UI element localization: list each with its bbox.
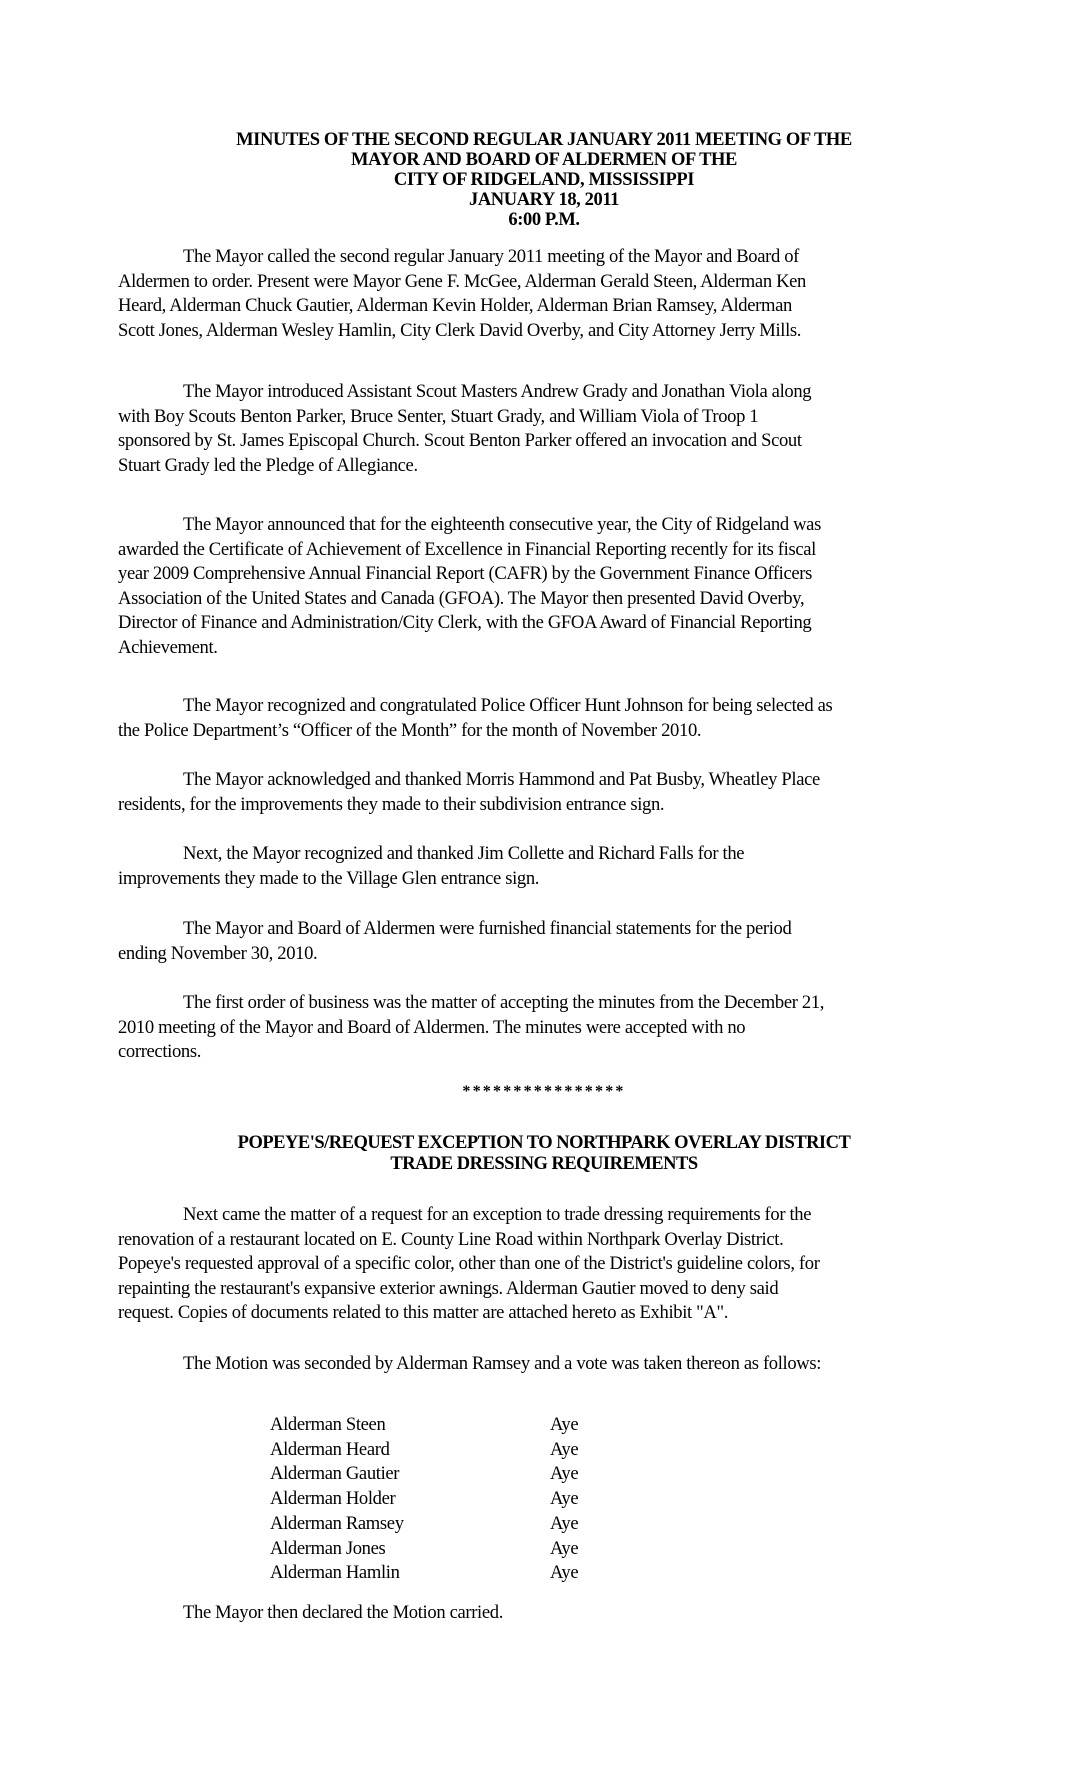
paragraph-popeyes-request: [118, 1203, 998, 1326]
text-line: The Mayor announced that for the eighteenth consecutive year, the City of Ridgeland was: [183, 514, 821, 535]
section-separator: ****************: [462, 1083, 626, 1100]
paragraph-village-glen: [118, 842, 998, 891]
text-line: corrections.: [118, 1041, 202, 1063]
heading-line: TRADE DRESSING REQUIREMENTS: [390, 1154, 698, 1174]
paragraph-scouts: [118, 380, 998, 478]
vote-value: Aye: [550, 1438, 579, 1460]
text-line: Scott Jones, Alderman Wesley Hamlin, City Clerk David Overby, and City Attorney Jerry Mills.: [118, 319, 802, 341]
text-line: The Motion was seconded by Alderman Ramsey and a vote was taken thereon as follows:: [183, 1353, 822, 1374]
paragraph-attendance: [118, 245, 998, 343]
text-line: Achievement.: [118, 636, 218, 658]
paragraph-financial-statements: [118, 917, 998, 966]
paragraph-motion-carried: [118, 1601, 998, 1626]
text-line: The Mayor recognized and congratulated Police Officer Hunt Johnson for being selected as: [183, 695, 833, 716]
table-row: [270, 1512, 578, 1537]
text-line: Stuart Grady led the Pledge of Allegiance.: [118, 454, 418, 476]
text-line: with Boy Scouts Benton Parker, Bruce Senter, Stuart Grady, and William Viola of Troop 1: [118, 405, 759, 427]
paragraph-gfoa-award: [118, 513, 998, 661]
vote-value: Aye: [550, 1562, 579, 1584]
text-line: Aldermen to order. Present were Mayor Gene F. McGee, Alderman Gerald Steen, Alderman Ken: [118, 270, 806, 292]
text-line: residents, for the improvements they made to their subdivision entrance sign.: [118, 793, 665, 815]
table-row: [270, 1487, 578, 1512]
text-line: ending November 30, 2010.: [118, 942, 318, 964]
text-line: year 2009 Comprehensive Annual Financial Report (CAFR) by the Government Finance Officers: [118, 563, 813, 585]
vote-value: Aye: [550, 1414, 579, 1435]
table-row: [270, 1462, 578, 1487]
text-line: Next, the Mayor recognized and thanked Jim Collette and Richard Falls for the: [183, 843, 745, 864]
table-row: [270, 1413, 578, 1438]
text-line: The Mayor introduced Assistant Scout Masters Andrew Grady and Jonathan Viola along: [183, 381, 812, 402]
table-row: [270, 1438, 578, 1463]
title-line: 6:00 P.M.: [508, 210, 580, 230]
text-line: request. Copies of documents related to this matter are attached hereto as Exhibit "A".: [118, 1302, 729, 1324]
table-row: [270, 1561, 578, 1586]
alderman-name: Alderman Holder: [270, 1488, 396, 1510]
text-line: renovation of a restaurant located on E. County Line Road within Northpark Overlay District.: [118, 1228, 784, 1250]
text-line: awarded the Certificate of Achievement of Excellence in Financial Reporting recently for its fiscal: [118, 538, 816, 560]
text-line: Next came the matter of a request for an exception to trade dressing requirements for the: [183, 1204, 812, 1225]
text-line: the Police Department’s “Officer of the Month” for the month of November 2010.: [118, 719, 702, 741]
alderman-name: Alderman Heard: [270, 1438, 390, 1460]
text-line: The Mayor called the second regular January 2011 meeting of the Mayor and Board of: [183, 246, 800, 267]
text-line: The Mayor and Board of Aldermen were furnished financial statements for the period: [183, 918, 792, 939]
text-line: Heard, Alderman Chuck Gautier, Alderman Kevin Holder, Alderman Brian Ramsey, Alderman: [118, 295, 792, 317]
table-row: [270, 1537, 578, 1562]
text-line: 2010 meeting of the Mayor and Board of Aldermen. The minutes were accepted with no: [118, 1016, 746, 1038]
heading-line: POPEYE'S/REQUEST EXCEPTION TO NORTHPARK OVERLAY DISTRICT: [237, 1133, 851, 1153]
paragraph-officer-of-month: [118, 694, 998, 743]
text-line: Director of Finance and Administration/City Clerk, with the GFOA Award of Financial Reporting: [118, 612, 812, 634]
paragraph-motion-seconded: [118, 1352, 998, 1377]
title-line: CITY OF RIDGELAND, MISSISSIPPI: [393, 170, 695, 190]
paragraph-minutes-accepted: [118, 991, 998, 1065]
vote-table: [270, 1413, 578, 1586]
alderman-name: Alderman Hamlin: [270, 1562, 400, 1584]
title-line: MINUTES OF THE SECOND REGULAR JANUARY 2011 MEETING OF THE: [236, 130, 852, 150]
text-line: The first order of business was the matter of accepting the minutes from the December 21,: [183, 992, 825, 1013]
text-line: Association of the United States and Canada (GFOA). The Mayor then presented David Overby,: [118, 587, 805, 609]
text-line: sponsored by St. James Episcopal Church. Scout Benton Parker offered an invocation and Scout: [118, 430, 802, 452]
paragraph-wheatley-place: [118, 768, 998, 817]
alderman-name: Alderman Gautier: [270, 1463, 400, 1485]
vote-value: Aye: [550, 1512, 579, 1534]
vote-value: Aye: [550, 1488, 579, 1510]
text-line: repainting the restaurant's expansive exterior awnings. Alderman Gautier moved to deny said: [118, 1277, 779, 1299]
text-line: The Mayor acknowledged and thanked Morris Hammond and Pat Busby, Wheatley Place: [183, 769, 820, 790]
title-line: MAYOR AND BOARD OF ALDERMEN OF THE: [351, 150, 737, 170]
alderman-name: Alderman Steen: [270, 1414, 386, 1435]
text-line: improvements they made to the Village Glen entrance sign.: [118, 867, 540, 889]
alderman-name: Alderman Ramsey: [270, 1512, 404, 1534]
title-line: JANUARY 18, 2011: [468, 190, 620, 210]
vote-value: Aye: [550, 1537, 579, 1559]
alderman-name: Alderman Jones: [270, 1537, 386, 1559]
vote-value: Aye: [550, 1463, 579, 1485]
text-line: The Mayor then declared the Motion carried.: [183, 1602, 504, 1623]
text-line: Popeye's requested approval of a specific color, other than one of the District's guideline colors, for: [118, 1253, 820, 1275]
section-heading: [0, 1133, 1088, 1175]
document-title: [0, 130, 1088, 230]
